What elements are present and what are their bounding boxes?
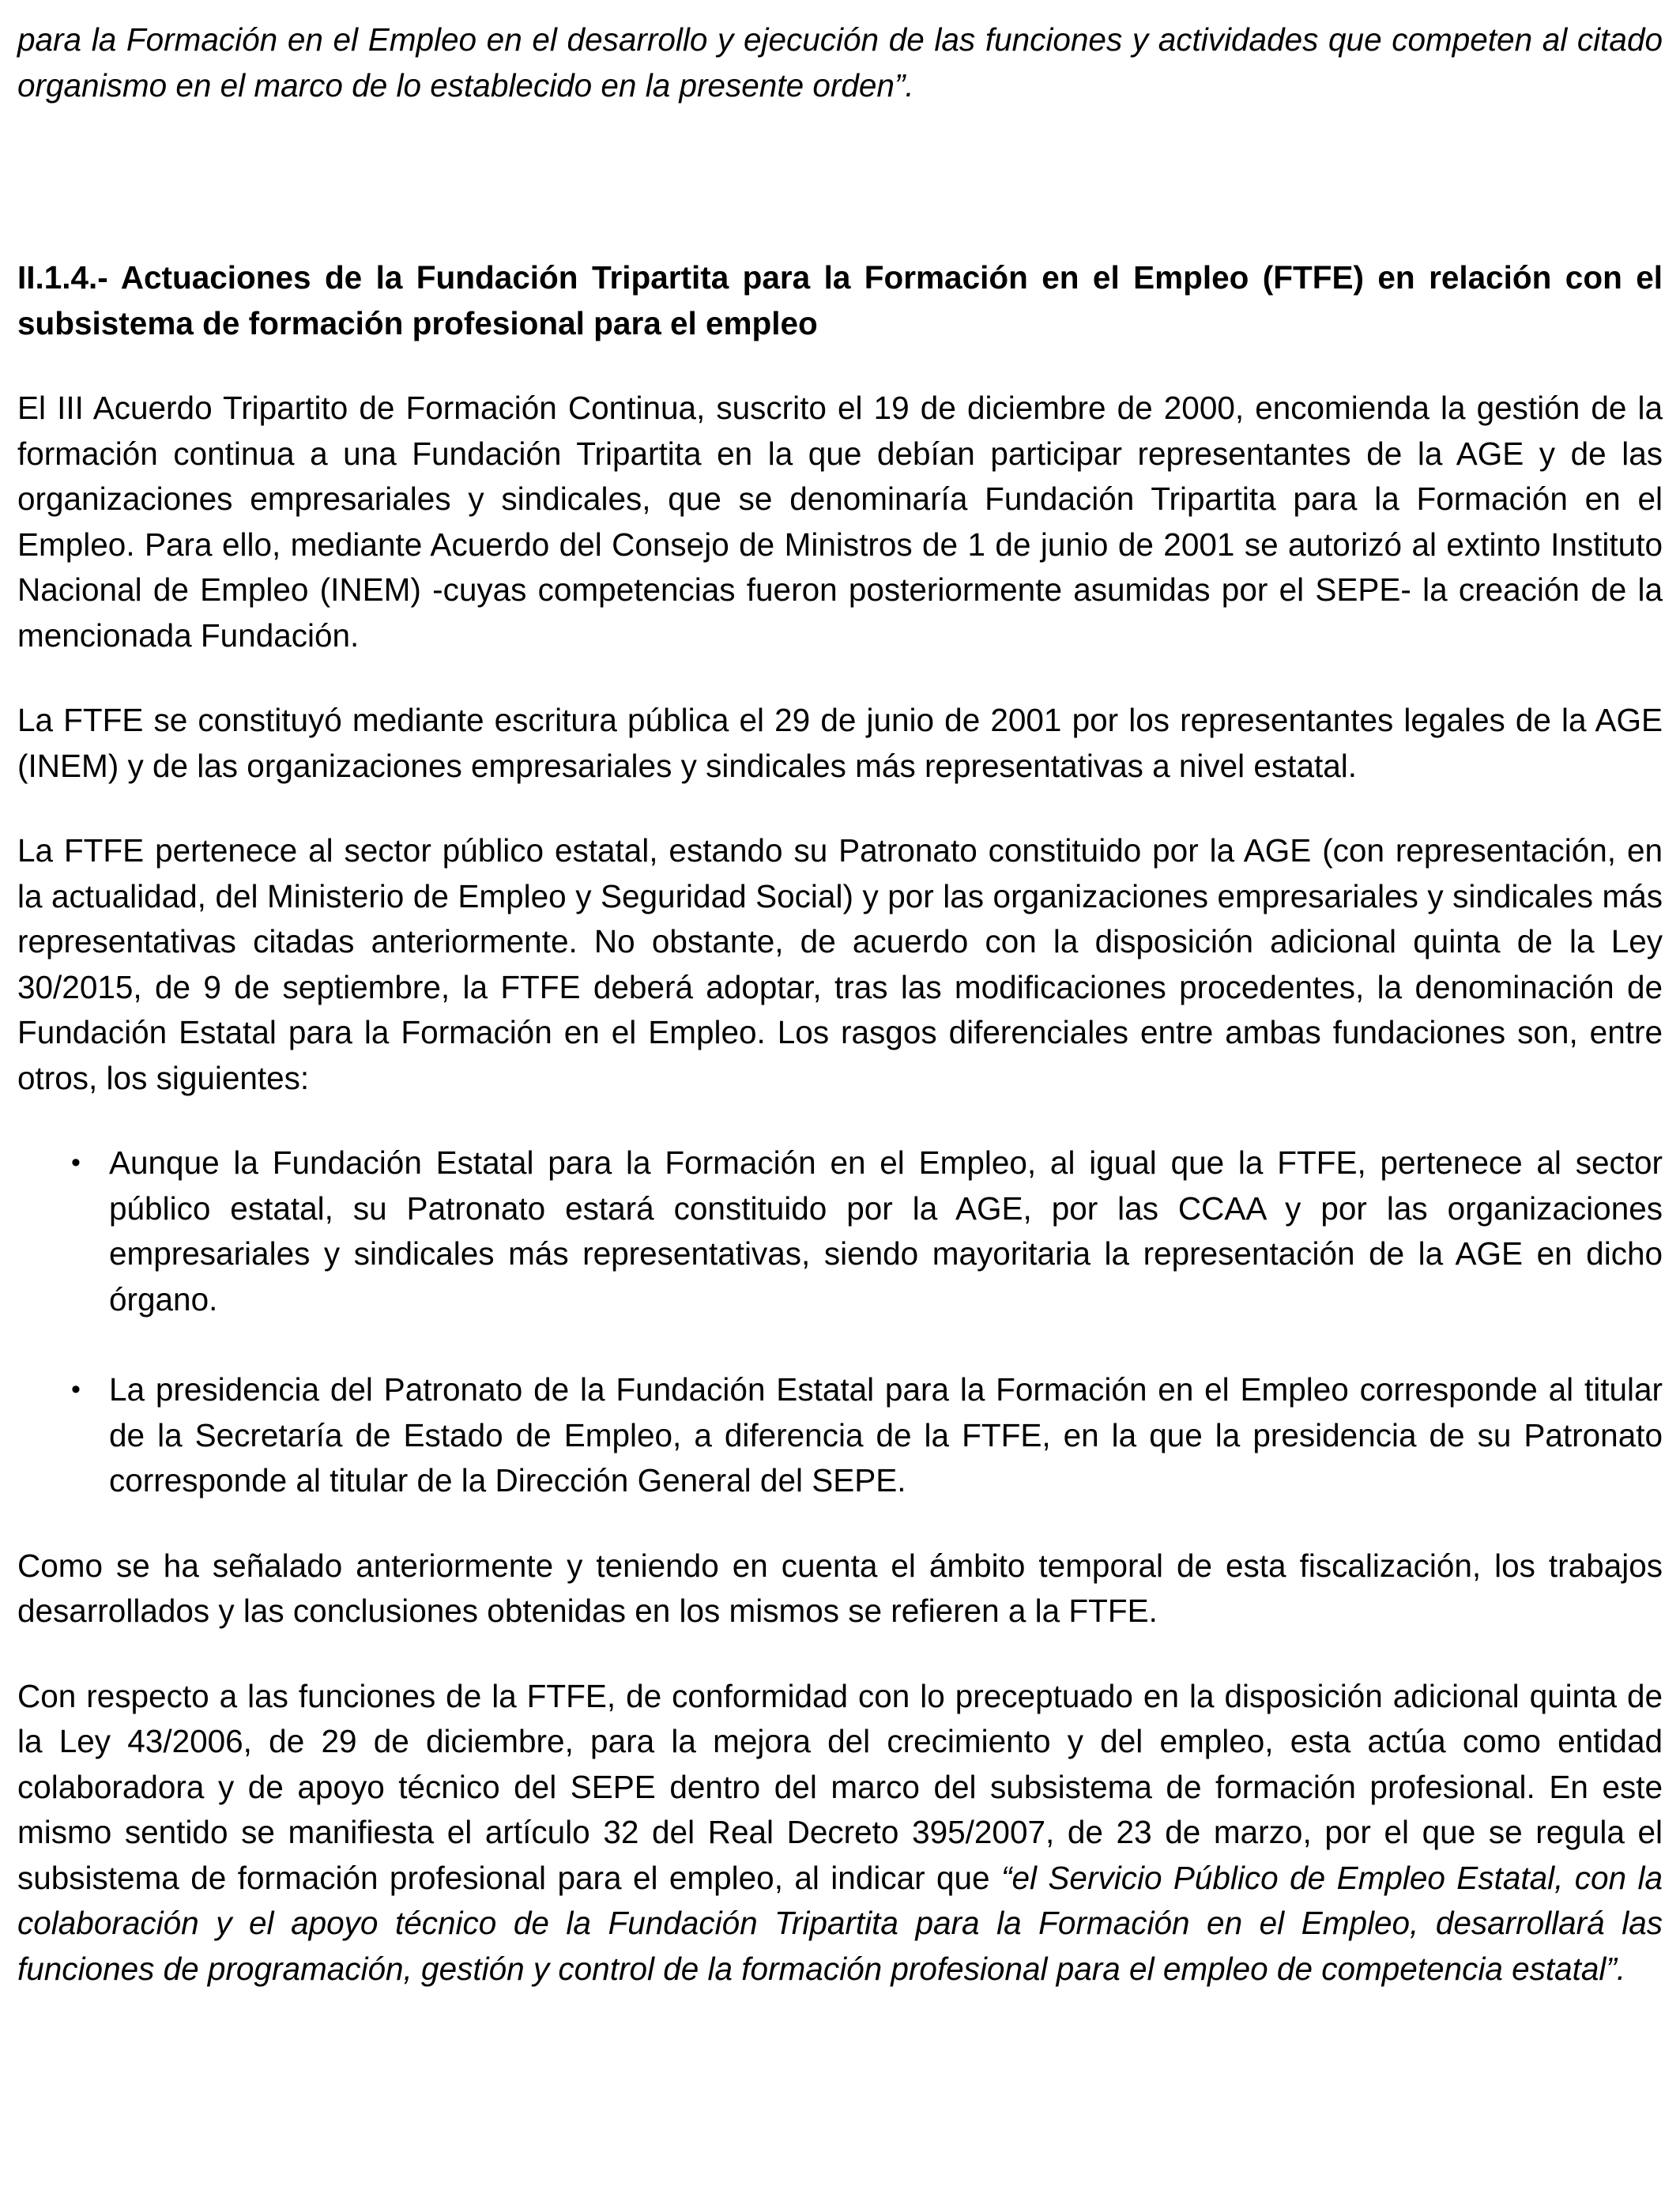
list-item-text: La presidencia del Patronato de la Fundación Estatal para la Formación en el Empleo corresponde al titular de la Secretaría de Estado de Empleo, a diferencia de la FTFE, en la que la presidencia de su Patronato corresponde al titular de la Dirección General del SEPE. <box>109 1371 1663 1498</box>
section-heading: II.1.4.- Actuaciones de la Fundación Tripartita para la Formación en el Empleo (FTFE) en relación con el subsistema de formación profesional para el empleo <box>17 259 1663 341</box>
paragraph-funciones-ftfe <box>17 1674 1663 1992</box>
intro-continuation: para la Formación en el Empleo en el desarrollo y ejecución de las funciones y actividades que competen al citado organismo en el marco de lo establecido en la presente orden”. <box>17 21 1663 104</box>
bullet-icon: • <box>71 1374 81 1404</box>
document-page <box>17 17 1663 1992</box>
paragraph-ambito-temporal: Como se ha señalado anteriormente y teniendo en cuenta el ámbito temporal de esta fiscalización, los trabajos desarrollados y las conclusiones obtenidas en los mismos se refieren a la FTFE. <box>17 1547 1663 1629</box>
paragraph-funciones-text: Con respecto a las funciones de la FTFE, de conformidad con lo preceptuado en la disposición adicional quinta de la Ley 43/2006, de 29 de diciembre, para la mejora del crecimiento y del empleo, esta actúa como entidad colaboradora y de apoyo técnico del SEPE dentro del marco del subsistema de formación profesional. En este mismo sentido se manifiesta el artículo 32 del Real Decreto 395/2007, de 23 de marzo, por el que se regula el subsistema de formación profesional para el empleo, al indicar que <box>17 1677 1663 1896</box>
paragraph-constitucion-ftfe: La FTFE se constituyó mediante escritura pública el 29 de junio de 2001 por los representantes legales de la AGE (INEM) y de las organizaciones empresariales y sindicales más representativas a nivel estatal. <box>17 702 1663 784</box>
paragraph-sector-publico: La FTFE pertenece al sector público estatal, estando su Patronato constituido por la AGE (con representación, en la actualidad, del Ministerio de Empleo y Seguridad Social) y por las organizaciones empresariales y sindicales más representativas citadas anteriormente. No obstante, de acuerdo con la disposición adicional quinta de la Ley 30/2015, de 9 de septiembre, la FTFE deberá adoptar, tras las modificaciones procedentes, la denominación de Fundación Estatal para la Formación en el Empleo. Los rasgos diferenciales entre ambas fundaciones son, entre otros, los siguientes: <box>17 832 1663 1096</box>
paragraph-acuerdo-tripartito: El III Acuerdo Tripartito de Formación Continua, suscrito el 19 de diciembre de 2000, encomienda la gestión de la formación continua a una Fundación Tripartita en la que debían participar representantes de la AGE y de las organizaciones empresariales y sindicales, que se denominaría Fundación Tripartita para la Formación en el Empleo. Para ello, mediante Acuerdo del Consejo de Ministros de 1 de junio de 2001 se autorizó al extinto Instituto Nacional de Empleo (INEM) -cuyas competencias fueron posteriormente asumidas por el SEPE- la creación de la mencionada Fundación. <box>17 390 1663 654</box>
differences-list <box>17 1140 1663 1504</box>
list-item <box>17 1367 1663 1504</box>
bullet-icon: • <box>71 1148 81 1178</box>
real-decreto-quote: “el Servicio Público de Empleo Estatal, con la colaboración y el apoyo técnico de la Fundación Tripartita para la Formación en el Empleo, desarrollará las funciones de programación, gestión y control de la formación profesional para el empleo de competencia estatal”. <box>17 1859 1663 1987</box>
list-item <box>17 1140 1663 1322</box>
list-item-text: Aunque la Fundación Estatal para la Formación en el Empleo, al igual que la FTFE, pertenece al sector público estatal, su Patronato estará constituido por la AGE, por las CCAA y por las organizaciones empresariales y sindicales más representativas, siendo mayoritaria la representación de la AGE en dicho órgano. <box>109 1144 1663 1318</box>
